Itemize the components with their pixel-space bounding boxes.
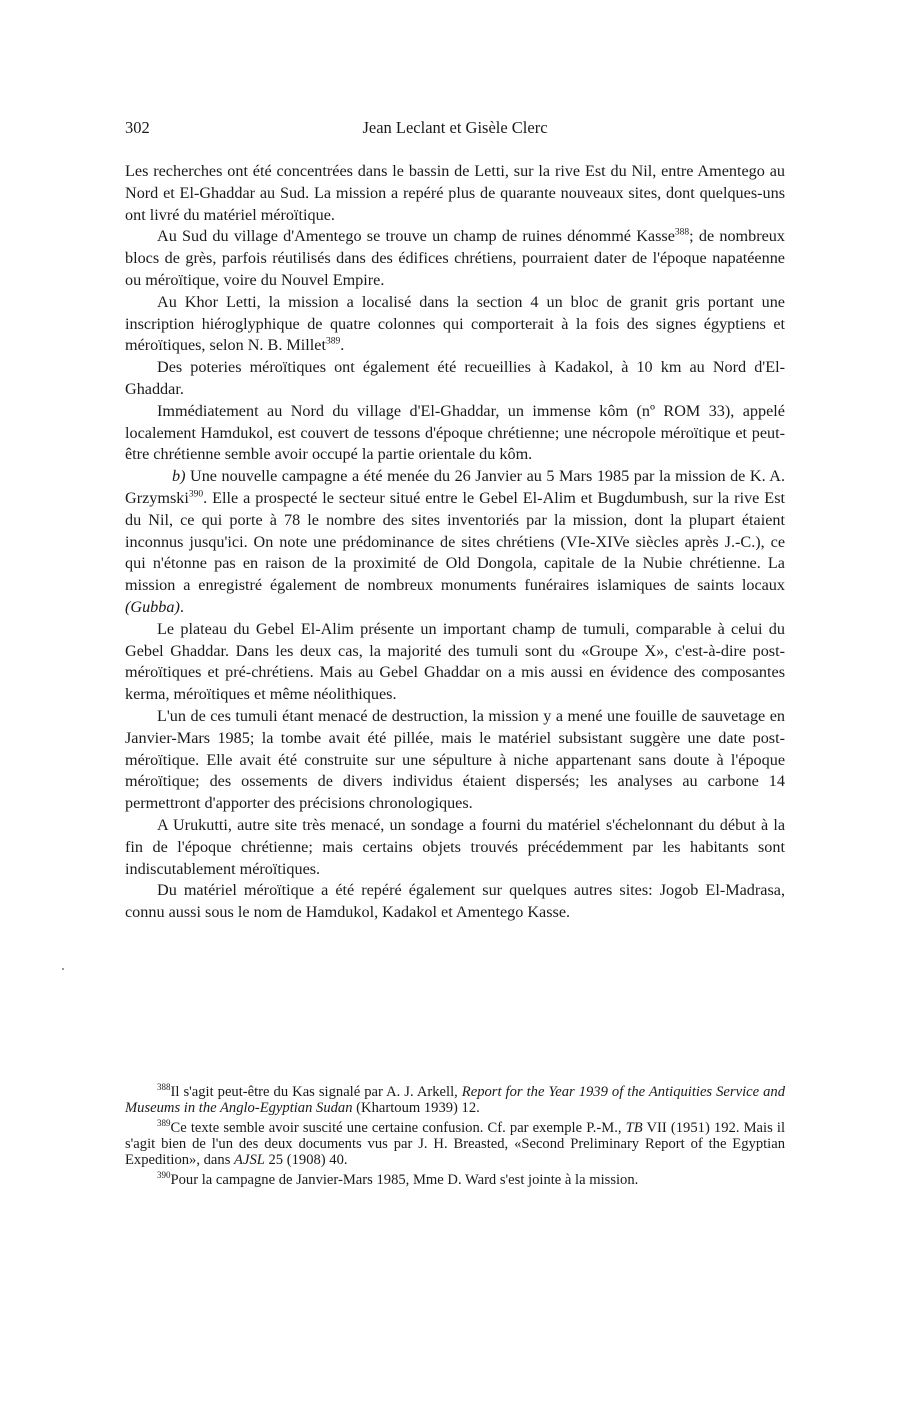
paragraph-8 <box>125 706 785 815</box>
paragraph-text: Le plateau du Gebel El-Alim présente un important champ de tumuli, comparable à celui du Gebel Ghaddar. Dans les deux cas, la majorité des tumuli sont du «Groupe X», c'est-à-dire post-méroïtiques et pré-chrétiens. Mais au Gebel Ghaddar on a mis aussi en évidence des composantes kerma, méroïtiques et même néolithiques. <box>125 619 785 704</box>
paragraph-2 <box>125 226 785 291</box>
footnote-reference[interactable]: 389 <box>325 336 341 347</box>
footnote-reference[interactable]: 390 <box>188 489 204 500</box>
body-text <box>125 161 785 924</box>
footnote-text: VII (1951) 192. Mais il s'agit bien de l'un des deux documents vus par J. H. Breasted, «Second Preliminary Report of the Egyptian Expedition», dans <box>125 1120 786 1168</box>
paragraph-text: Une nouvelle campagne a été menée du 26 Janvier au 5 Mars 1985 par la mission de K. A. Grzymski <box>125 467 785 507</box>
page-header <box>125 117 785 139</box>
paragraph-text: Au Sud du village d'Amentego se trouve un champ de ruines dénommé Kasse <box>157 227 675 246</box>
footnote-text: Ce texte semble avoir suscité une certaine confusion. Cf. par exemple P.-M., <box>170 1120 626 1136</box>
footnote-title: Report for the Year 1939 of the Antiquities Service and Museums in the Anglo-Egyptian Sudan <box>125 1084 785 1116</box>
footnote-title: TB <box>625 1120 643 1136</box>
footnote-reference[interactable]: 388 <box>674 228 690 238</box>
footnote-388 <box>125 1084 785 1116</box>
paragraph-text: . <box>340 336 345 355</box>
paragraph-7 <box>125 619 785 706</box>
paragraph-5 <box>125 401 785 466</box>
paragraph-text: Des poteries méroïtiques ont également été recueillies à Kadakol, à 10 km au Nord d'El-Ghaddar. <box>125 358 785 398</box>
footnote-text: (Khartoum 1939) 12. <box>352 1100 480 1116</box>
italic-term: (Gubba) <box>125 597 180 616</box>
scan-speck <box>62 968 64 970</box>
paragraph-text: ; de nombreux blocs de grès, parfois réutilisés dans des édifices chrétiens, pourraient dater de l'époque napatéenne ou méroïtique, voire du Nouvel Empire. <box>125 227 785 289</box>
paragraph-text: L'un de ces tumuli étant menacé de destruction, la mission y a mené une fouille de sauvetage en Janvier-Mars 1985; la tombe avait été pillée, mais le matériel subsistant suggère une date post-méroïtique. Elle avait été construite sur une sépulture à niche appartenant sans doute à l'époque méroïtique; des ossements de divers individus étaient dispersés; les analyses au carbone 14 permettront d'apporter des précisions chronologiques. <box>125 706 785 813</box>
footnote-text: Il s'agit peut-être du Kas signalé par A. J. Arkell, <box>170 1084 462 1100</box>
footnote-number: 390 <box>157 1170 171 1181</box>
paragraph-10 <box>125 880 785 924</box>
page-number: 302 <box>125 118 150 137</box>
paragraph-text: Immédiatement au Nord du village d'El-Ghaddar, un immense kôm (nº ROM 33), appelé localement Hamdukol, est couvert de tessons d'époque chrétienne; une nécropole méroïtique et peut-être chrétienne semble avoir occupé la partie orientale du kôm. <box>125 401 785 464</box>
paragraph-3 <box>125 292 785 357</box>
section-label: b) <box>172 467 186 486</box>
footnote-390 <box>125 1172 785 1188</box>
paragraph-6 <box>125 466 785 619</box>
paragraph-text: . Elle a prospecté le secteur situé entre le Gebel El-Alim et Bugdumbush, sur la rive Est du Nil, ce qui porte à 78 le nombre des sites inventoriés par la mission, dont la plupart étaient inconnus jusqu'ici. On note une prédominance de sites chrétiens (VIe-XIVe siècles après J.-C.), ce qui n'étonne pas en raison de la proximité de Old Dongola, capitale de la Nubie chrétienne. La mission a enregistré également de nombreux monuments funéraires islamiques de saints locaux <box>125 488 785 595</box>
paragraph-1 <box>125 161 785 226</box>
paragraph-4 <box>125 357 785 401</box>
footnote-389 <box>125 1120 785 1168</box>
paragraph-text: Les recherches ont été concentrées dans le bassin de Letti, sur la rive Est du Nil, entre Amentego au Nord et El-Ghaddar au Sud. La mission a repéré plus de quarante nouveaux sites, dont quelques-uns ont livré du matériel méroïtique. <box>125 162 785 224</box>
footnote-title: AJSL <box>234 1152 265 1168</box>
paragraph-9 <box>125 815 785 880</box>
footnote-text: Pour la campagne de Janvier-Mars 1985, Mme D. Ward s'est jointe à la mission. <box>170 1172 639 1188</box>
footnote-number: 389 <box>157 1118 171 1129</box>
paragraph-text: . <box>179 597 184 616</box>
running-head: Jean Leclant et Gisèle Clerc <box>362 118 548 137</box>
footnotes <box>125 1084 785 1192</box>
footnote-text: 25 (1908) 40. <box>264 1152 348 1168</box>
paragraph-text: Du matériel méroïtique a été repéré également sur quelques autres sites: Jogob El-Madrasa, connu aussi sous le nom de Hamdukol, Kadakol et Amentego Kasse. <box>125 881 785 922</box>
footnote-number: 388 <box>157 1082 171 1093</box>
paragraph-text: A Urukutti, autre site très menacé, un sondage a fourni du matériel s'échelonnant du début à la fin de l'époque chrétienne; mais certains objets trouvés précédemment par les habitants sont indiscutablement méroïtiques. <box>125 815 785 878</box>
paragraph-text: Au Khor Letti, la mission a localisé dans la section 4 un bloc de granit gris portant une inscription hiéroglyphique de quatre colonnes qui comporterait à la fois des signes égyptiens et méroïtiques, selon N. B. Millet <box>125 292 785 355</box>
